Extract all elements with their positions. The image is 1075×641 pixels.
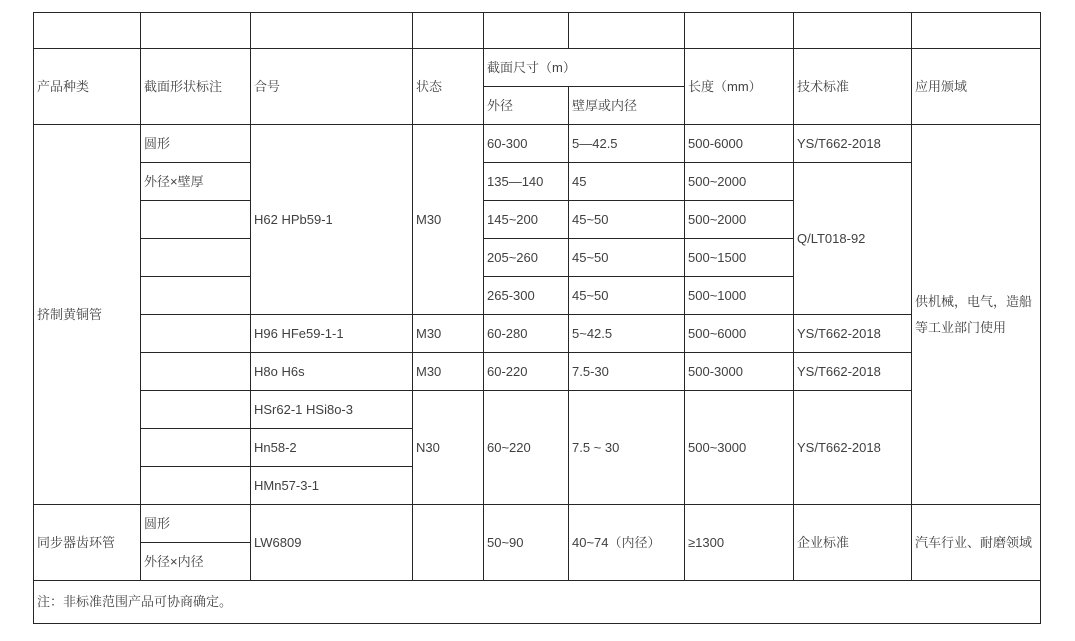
table-cell — [484, 13, 569, 49]
table-cell: Q/LT018-92 — [794, 163, 912, 315]
table-cell: 500-3000 — [685, 353, 794, 391]
table-cell: YS/T662-2018 — [794, 353, 912, 391]
header-wall-thickness-or-inner-diameter: 壁厚或内径 — [569, 87, 685, 125]
header-product-type: 产品种类 — [34, 49, 141, 125]
table-cell — [141, 391, 251, 429]
table-cell: 5~42.5 — [569, 315, 685, 353]
table-cell: 45 — [569, 163, 685, 201]
table-row — [34, 391, 1041, 429]
table-cell — [141, 239, 251, 277]
table-cell: H96 HFe59-1-1 — [251, 315, 413, 353]
table-cell: M30 — [413, 125, 484, 315]
table-cell: 205~260 — [484, 239, 569, 277]
table-cell: M30 — [413, 353, 484, 391]
table-cell: 500~2000 — [685, 163, 794, 201]
table-cell — [141, 277, 251, 315]
table-cell — [141, 429, 251, 467]
table-row — [34, 125, 1041, 163]
header-section-shape: 截面形状标注 — [141, 49, 251, 125]
spacer-row — [34, 13, 1041, 49]
table-cell: 7.5-30 — [569, 353, 685, 391]
product-spec-table — [33, 12, 1041, 624]
table-cell: 145~200 — [484, 201, 569, 239]
table-cell: 45~50 — [569, 239, 685, 277]
table-cell: 60-220 — [484, 353, 569, 391]
table-cell: H62 HPb59-1 — [251, 125, 413, 315]
table-cell — [685, 13, 794, 49]
table-cell — [413, 13, 484, 49]
table-cell: 45~50 — [569, 201, 685, 239]
table-cell: H8o H6s — [251, 353, 413, 391]
table-cell — [569, 13, 685, 49]
table-note: 注：非标准范围产品可协商确定。 — [34, 581, 1041, 624]
table-row — [34, 315, 1041, 353]
table-cell: 企业标准 — [794, 505, 912, 581]
table-cell: HMn57-3-1 — [251, 467, 413, 505]
table-cell: 5—42.5 — [569, 125, 685, 163]
table-cell: 50~90 — [484, 505, 569, 581]
product-extruded-brass-tube: 挤制黄铜管 — [34, 125, 141, 505]
product-synchronizer-ring-tube: 同步器齿环管 — [34, 505, 141, 581]
table-cell — [141, 353, 251, 391]
table-row — [34, 353, 1041, 391]
table-cell: ≥1300 — [685, 505, 794, 581]
table-row — [34, 505, 1041, 543]
table-cell: 40~74（内径） — [569, 505, 685, 581]
table-cell — [141, 13, 251, 49]
table-cell: 500~1000 — [685, 277, 794, 315]
table-cell: 60-300 — [484, 125, 569, 163]
header-length: 长度（mm） — [685, 49, 794, 125]
table-cell: YS/T662-2018 — [794, 315, 912, 353]
table-cell: N30 — [413, 391, 484, 505]
table-cell: 45~50 — [569, 277, 685, 315]
table-cell — [141, 201, 251, 239]
header-section-size: 截面尺寸（m） — [484, 49, 685, 87]
table-cell: YS/T662-2018 — [794, 125, 912, 163]
table-cell — [413, 505, 484, 581]
table-cell: 外径×内径 — [141, 543, 251, 581]
table-cell: 500-6000 — [685, 125, 794, 163]
table-cell: 500~3000 — [685, 391, 794, 505]
table-cell: Hn58-2 — [251, 429, 413, 467]
header-technical-standard: 技术标准 — [794, 49, 912, 125]
table-cell — [251, 13, 413, 49]
table-cell: M30 — [413, 315, 484, 353]
application-industrial: 供机械，电气，造船等工业部门使用 — [912, 125, 1041, 505]
table-cell — [794, 13, 912, 49]
table-cell — [141, 467, 251, 505]
table-cell: 265-300 — [484, 277, 569, 315]
table-cell: 7.5 ~ 30 — [569, 391, 685, 505]
header-state: 状态 — [413, 49, 484, 125]
table-cell: 圆形 — [141, 125, 251, 163]
table-cell: YS/T662-2018 — [794, 391, 912, 505]
table-cell: 500~2000 — [685, 201, 794, 239]
table-cell: LW6809 — [251, 505, 413, 581]
header-row — [34, 49, 1041, 87]
table-cell: 135—140 — [484, 163, 569, 201]
table-cell — [912, 13, 1041, 49]
header-alloy-grade: 合号 — [251, 49, 413, 125]
table-cell: 圆形 — [141, 505, 251, 543]
table-cell — [34, 13, 141, 49]
table-cell — [141, 315, 251, 353]
header-application-field: 应用颁域 — [912, 49, 1041, 125]
table-cell: 500~1500 — [685, 239, 794, 277]
table-cell: 外径×壁厚 — [141, 163, 251, 201]
application-automotive: 汽车行业、耐磨领域 — [912, 505, 1041, 581]
table-body — [34, 13, 1041, 624]
table-cell: HSr62-1 HSi8o-3 — [251, 391, 413, 429]
table-cell: 60-280 — [484, 315, 569, 353]
table-row — [34, 163, 1041, 201]
note-row — [34, 581, 1041, 624]
table-cell: 60~220 — [484, 391, 569, 505]
header-outer-diameter: 外径 — [484, 87, 569, 125]
table-cell: 500~6000 — [685, 315, 794, 353]
